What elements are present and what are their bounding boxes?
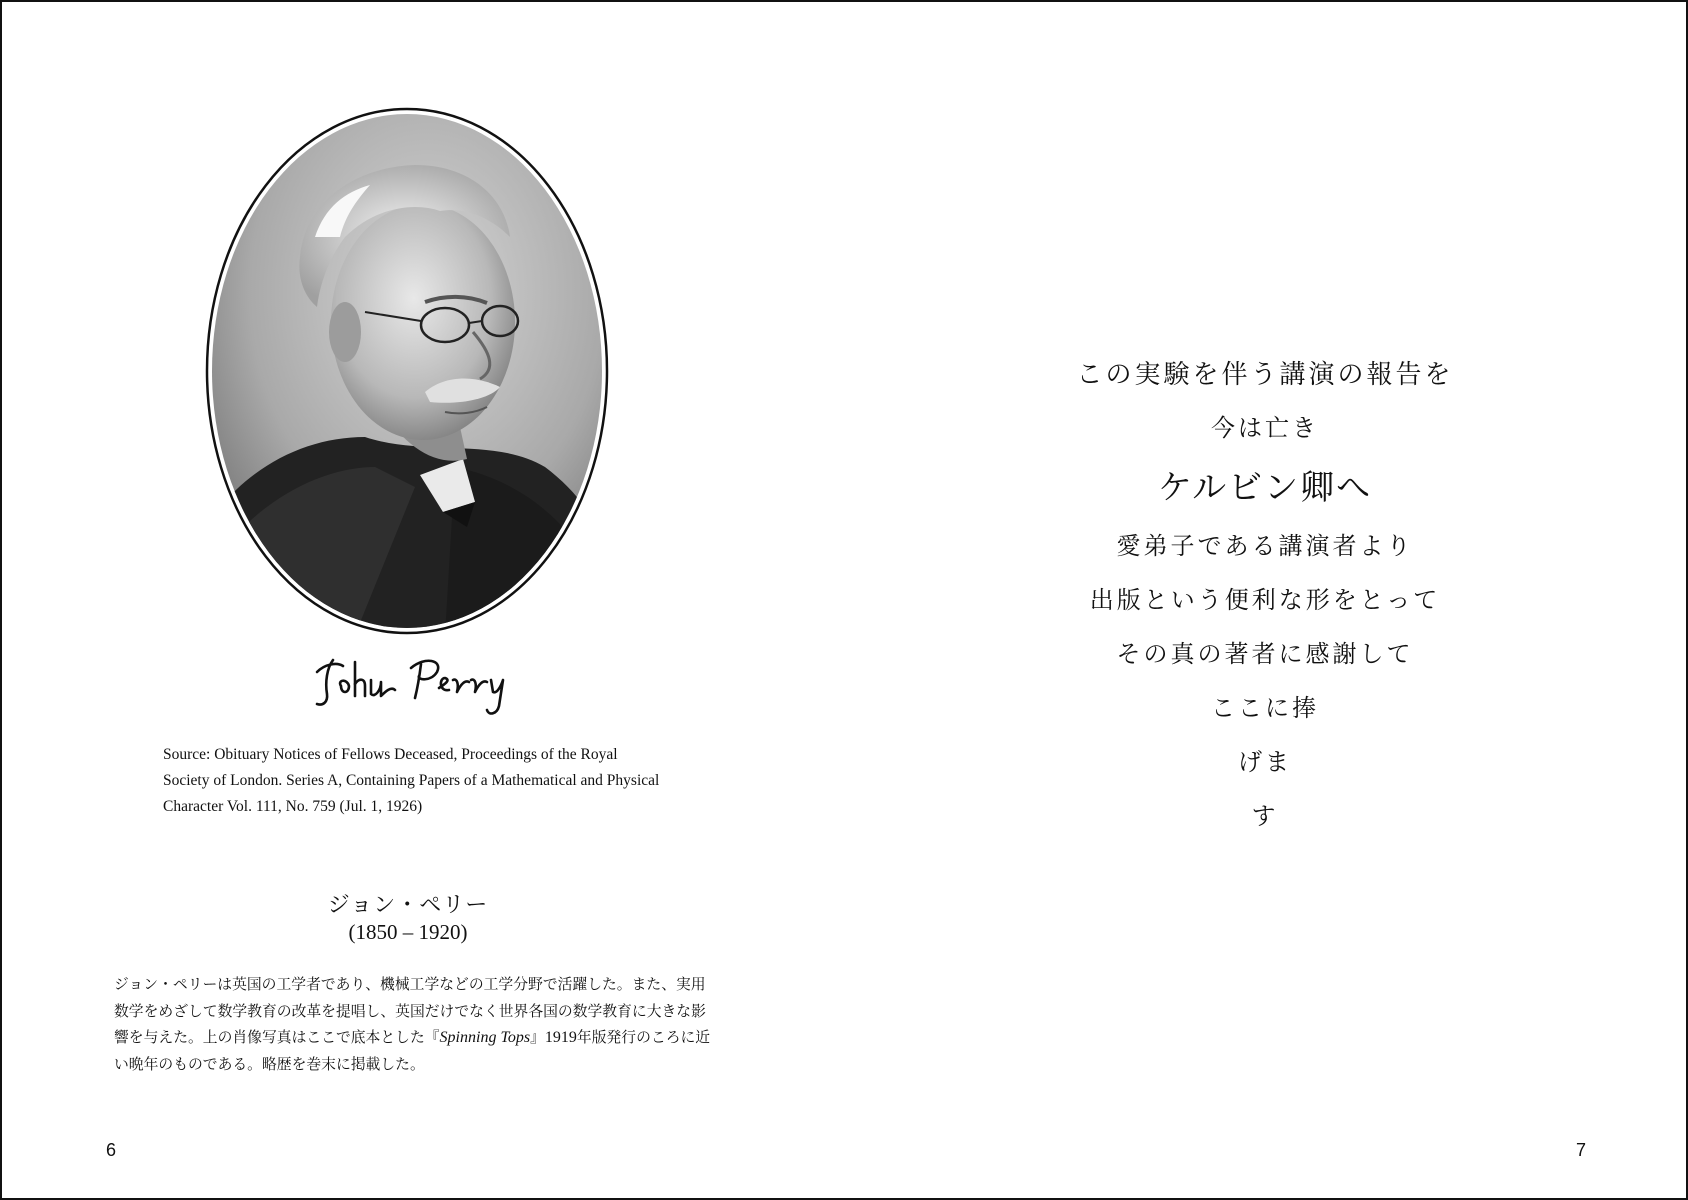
dedication-line: 出版という便利な形をとって xyxy=(1089,586,1441,614)
dedication-line: その真の著者に感謝して xyxy=(1116,640,1414,668)
dedication-line: す xyxy=(1251,802,1279,830)
person-name: ジョン・ペリー xyxy=(327,893,489,918)
left-page xyxy=(2,2,844,1198)
dedication-line: げま xyxy=(1238,748,1292,776)
dedication-line: ここに捧 xyxy=(1211,694,1319,722)
signature xyxy=(311,650,521,720)
bio-text-3: 年版発行のころに近い晩年のものである。略歴を巻末に掲載した。 xyxy=(114,1029,711,1073)
source-caption: Source: Obituary Notices of Fellows Deceased, Proceedings of the Royal Society of London. Series A, Containing Papers of a Mathematical and Physical Character Vol. 111, No. 759 (Jul. 1, 1926) xyxy=(163,746,660,815)
dedication-line-emphasis: ケルビン卿へ xyxy=(1157,468,1373,508)
biography-paragraph xyxy=(114,972,720,1078)
dedication-line: 今は亡き xyxy=(1211,414,1319,442)
dedication-line: この実験を伴う講演の報告を xyxy=(1076,360,1454,390)
right-page xyxy=(844,2,1686,1198)
portrait-photo xyxy=(205,107,609,635)
page-number-left: 6 xyxy=(106,1140,117,1160)
page-number-right: 7 xyxy=(1575,1140,1586,1160)
dedication-line: 愛弟子である講演者より xyxy=(1116,532,1414,560)
book-title-italic: Spinning Tops xyxy=(439,1029,531,1046)
bio-text-1: ジョン・ペリーは英国の工学者であり、機械工学などの工学分野で活躍した。また、実用数学をめざして数学教育の改革を提唱し、英国だけでなく世界各国の数学教育に大きな影響を与えた。上の肖像写真はここで底本とした『 xyxy=(114,976,706,1046)
bio-text-2: 』 xyxy=(530,1029,545,1046)
person-dates: (1850 – 1920) xyxy=(348,920,468,944)
bio-year: 1919 xyxy=(544,1029,577,1046)
